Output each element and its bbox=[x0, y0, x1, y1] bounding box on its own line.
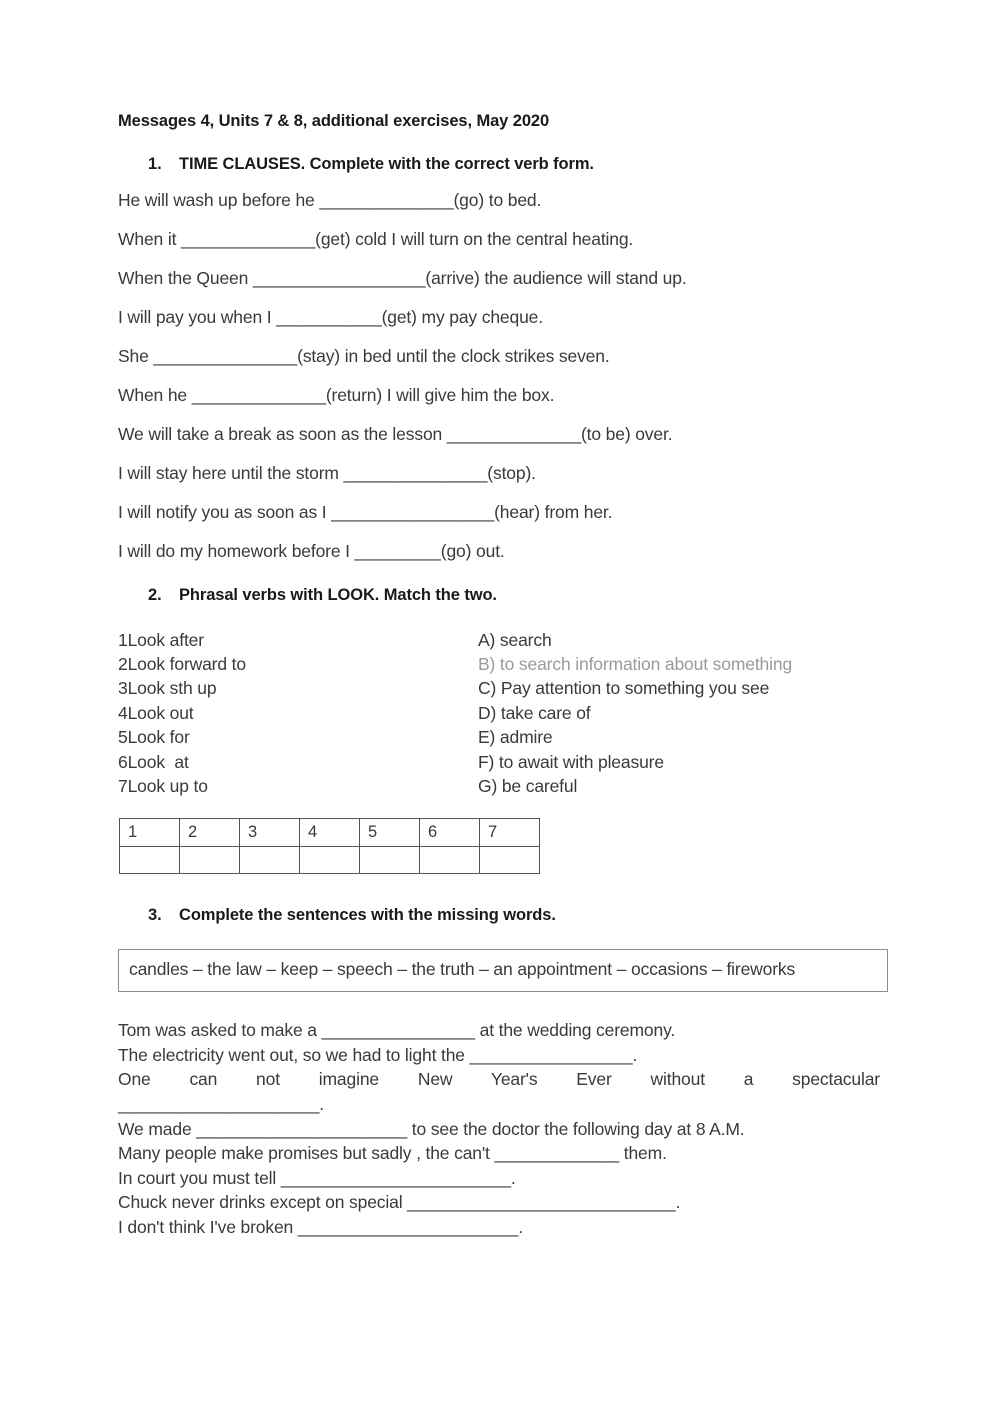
answer-grid-header-cell: 1 bbox=[120, 818, 180, 846]
exercise-3-number: 3. bbox=[148, 905, 162, 924]
worksheet-content bbox=[118, 112, 888, 1240]
fill-in-sentence: We made ______________________ to see the doctor the following day at 8 A.M. bbox=[118, 1118, 745, 1139]
matching-exercise bbox=[118, 628, 888, 800]
answer-grid-header-cell: 6 bbox=[420, 818, 480, 846]
definitions-column bbox=[478, 628, 792, 799]
list-item[interactable]: B) to search information about something bbox=[478, 653, 793, 674]
sentence-item: When the Queen __________________(arrive) the audience will stand up. bbox=[118, 268, 687, 289]
answer-grid-input-cell[interactable] bbox=[300, 846, 360, 873]
exercise-1-sentences bbox=[118, 192, 888, 561]
list-item[interactable]: 1Look after bbox=[118, 629, 204, 650]
list-item[interactable]: E) admire bbox=[478, 727, 553, 748]
fill-in-sentence: Tom was asked to make a ________________ at the wedding ceremony. bbox=[118, 1020, 676, 1041]
fill-in-sentence: Many people make promises but sadly , the can't _____________ them. bbox=[118, 1143, 667, 1164]
table-row bbox=[120, 846, 540, 873]
list-item[interactable]: D) take care of bbox=[478, 702, 591, 723]
table-row bbox=[120, 818, 540, 846]
answer-grid-input-cell[interactable] bbox=[120, 846, 180, 873]
exercise-1-heading bbox=[118, 154, 888, 175]
exercise-3-heading bbox=[118, 905, 888, 926]
list-item[interactable]: A) search bbox=[478, 629, 552, 650]
sentence-item: When he ______________(return) I will give him the box. bbox=[118, 385, 555, 406]
phrasal-verbs-column bbox=[118, 628, 246, 799]
answer-grid bbox=[119, 818, 540, 874]
answer-grid-input-cell[interactable] bbox=[420, 846, 480, 873]
sentence-item: I will pay you when I ___________(get) my pay cheque. bbox=[118, 307, 543, 328]
sentence-item: I will notify you as soon as I _________________(hear) from her. bbox=[118, 502, 613, 523]
fill-in-sentence: One can not imagine New Year's Ever without a spectacular bbox=[118, 1069, 880, 1090]
exercise-1-title: TIME CLAUSES. Complete with the correct verb form. bbox=[179, 154, 594, 173]
list-item[interactable]: 5Look for bbox=[118, 727, 190, 748]
fill-in-sentence: In court you must tell ________________________. bbox=[118, 1167, 516, 1188]
list-item[interactable]: G) be careful bbox=[478, 775, 578, 796]
list-item[interactable]: F) to await with pleasure bbox=[478, 751, 664, 772]
exercise-3-title: Complete the sentences with the missing words. bbox=[179, 905, 556, 924]
sentence-item: I will stay here until the storm _______________(stop). bbox=[118, 463, 536, 484]
fill-in-sentence: _____________________. bbox=[118, 1093, 324, 1114]
fill-in-sentence: I don't think I've broken _______________________. bbox=[118, 1216, 523, 1237]
answer-grid-input-cell[interactable] bbox=[360, 846, 420, 873]
list-item[interactable]: 6Look at bbox=[118, 751, 189, 772]
exercise-2-title: Phrasal verbs with LOOK. Match the two. bbox=[179, 585, 497, 604]
exercise-2-number: 2. bbox=[148, 585, 162, 604]
answer-grid-input-cell[interactable] bbox=[180, 846, 240, 873]
list-item[interactable]: C) Pay attention to something you see bbox=[478, 678, 770, 699]
answer-grid-header-cell: 3 bbox=[240, 818, 300, 846]
list-item[interactable]: 3Look sth up bbox=[118, 678, 217, 699]
list-item[interactable]: 2Look forward to bbox=[118, 653, 246, 674]
answer-grid-input-cell[interactable] bbox=[240, 846, 300, 873]
exercise-3-sentences bbox=[118, 1018, 888, 1239]
page-title: Messages 4, Units 7 & 8, additional exercises, May 2020 bbox=[118, 112, 550, 130]
answer-grid-header-cell: 4 bbox=[300, 818, 360, 846]
answer-grid-input-cell[interactable] bbox=[480, 846, 540, 873]
sentence-item: He will wash up before he ______________(go) to bed. bbox=[118, 190, 542, 211]
answer-grid-header-cell: 2 bbox=[180, 818, 240, 846]
exercise-2-heading bbox=[118, 585, 888, 606]
list-item[interactable]: 7Look up to bbox=[118, 775, 208, 796]
fill-in-sentence: Chuck never drinks except on special ____________________________. bbox=[118, 1192, 681, 1213]
answer-grid-header-cell: 7 bbox=[480, 818, 540, 846]
word-bank-box: candles – the law – keep – speech – the truth – an appointment – occasions – fireworks bbox=[118, 949, 888, 992]
sentence-item: When it ______________(get) cold I will turn on the central heating. bbox=[118, 229, 634, 250]
exercise-1-number: 1. bbox=[148, 154, 162, 173]
list-item[interactable]: 4Look out bbox=[118, 702, 194, 723]
sentence-item: I will do my homework before I _________(go) out. bbox=[118, 541, 505, 562]
answer-grid-header-cell: 5 bbox=[360, 818, 420, 846]
sentence-item: She _______________(stay) in bed until the clock strikes seven. bbox=[118, 346, 610, 367]
fill-in-sentence: The electricity went out, so we had to light the _________________. bbox=[118, 1044, 638, 1065]
sentence-item: We will take a break as soon as the lesson ______________(to be) over. bbox=[118, 424, 673, 445]
